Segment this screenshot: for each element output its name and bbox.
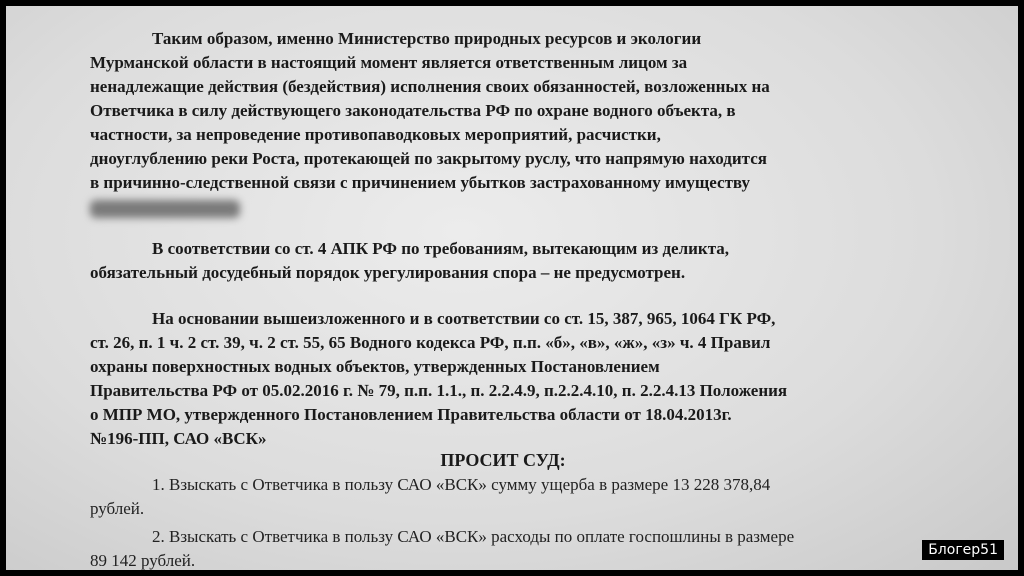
item1-line1: 1. Взыскать с Ответчика в пользу САО «ВСК» сумму ущерба в размере 13 228 378,84 — [152, 475, 771, 494]
watermark: Блогер51 — [922, 540, 1004, 560]
request-heading: ПРОСИТ СУД: — [440, 450, 566, 470]
p3-line3: охраны поверхностных водных объектов, утвержденных Постановлением — [90, 357, 660, 376]
item1-line2: рублей. — [90, 499, 145, 518]
p2-line1: В соответствии со ст. 4 АПК РФ по требованиям, вытекающим из деликта, — [152, 239, 730, 258]
p1-line3: ненадлежащие действия (бездействия) исполнения своих обязанностей, возложенных на — [90, 77, 770, 96]
p1-line6: дноуглублению реки Роста, протекающей по закрытому руслу, что напрямую находится — [90, 149, 767, 168]
item2-line2: 89 142 рублей. — [90, 551, 196, 570]
p1-line2: Мурманской области в настоящий момент является ответственным лицом за — [90, 53, 688, 72]
p3-line4: Правительства РФ от 05.02.2016 г. № 79, п.п. 1.1., п. 2.2.4.9, п.2.2.4.10, п. 2.2.4.13 Положения — [90, 381, 788, 400]
item2-line1: 2. Взыскать с Ответчика в пользу САО «ВСК» расходы по оплате госпошлины в размере — [152, 527, 795, 546]
p1-line5: частности, за непроведение противопаводковых мероприятий, расчистки, — [90, 125, 661, 144]
p2-line2: обязательный досудебный порядок урегулирования спора – не предусмотрен. — [90, 263, 686, 282]
p1-line4: Ответчика в силу действующего законодательства РФ по охране водного объекта, в — [90, 101, 736, 120]
p1-line1: Таким образом, именно Министерство природных ресурсов и экологии — [152, 29, 702, 48]
p3-line5: о МПР МО, утвержденного Постановлением Правительства области от 18.04.2013г. — [90, 405, 732, 424]
p3-line2: ст. 26, п. 1 ч. 2 ст. 39, ч. 2 ст. 55, 65 Водного кодекса РФ, п.п. «б», «в», «ж», «з» ч. 4 Правил — [90, 333, 771, 352]
p3-line1: На основании вышеизложенного и в соответствии со ст. 15, 387, 965, 1064 ГК РФ, — [152, 309, 776, 328]
redacted-text — [90, 200, 240, 218]
document-photo — [6, 6, 1018, 570]
p3-line6: №196-ПП, САО «ВСК» — [90, 429, 267, 448]
p1-line7: в причинно-следственной связи с причинением убытков застрахованному имуществу — [90, 173, 751, 192]
